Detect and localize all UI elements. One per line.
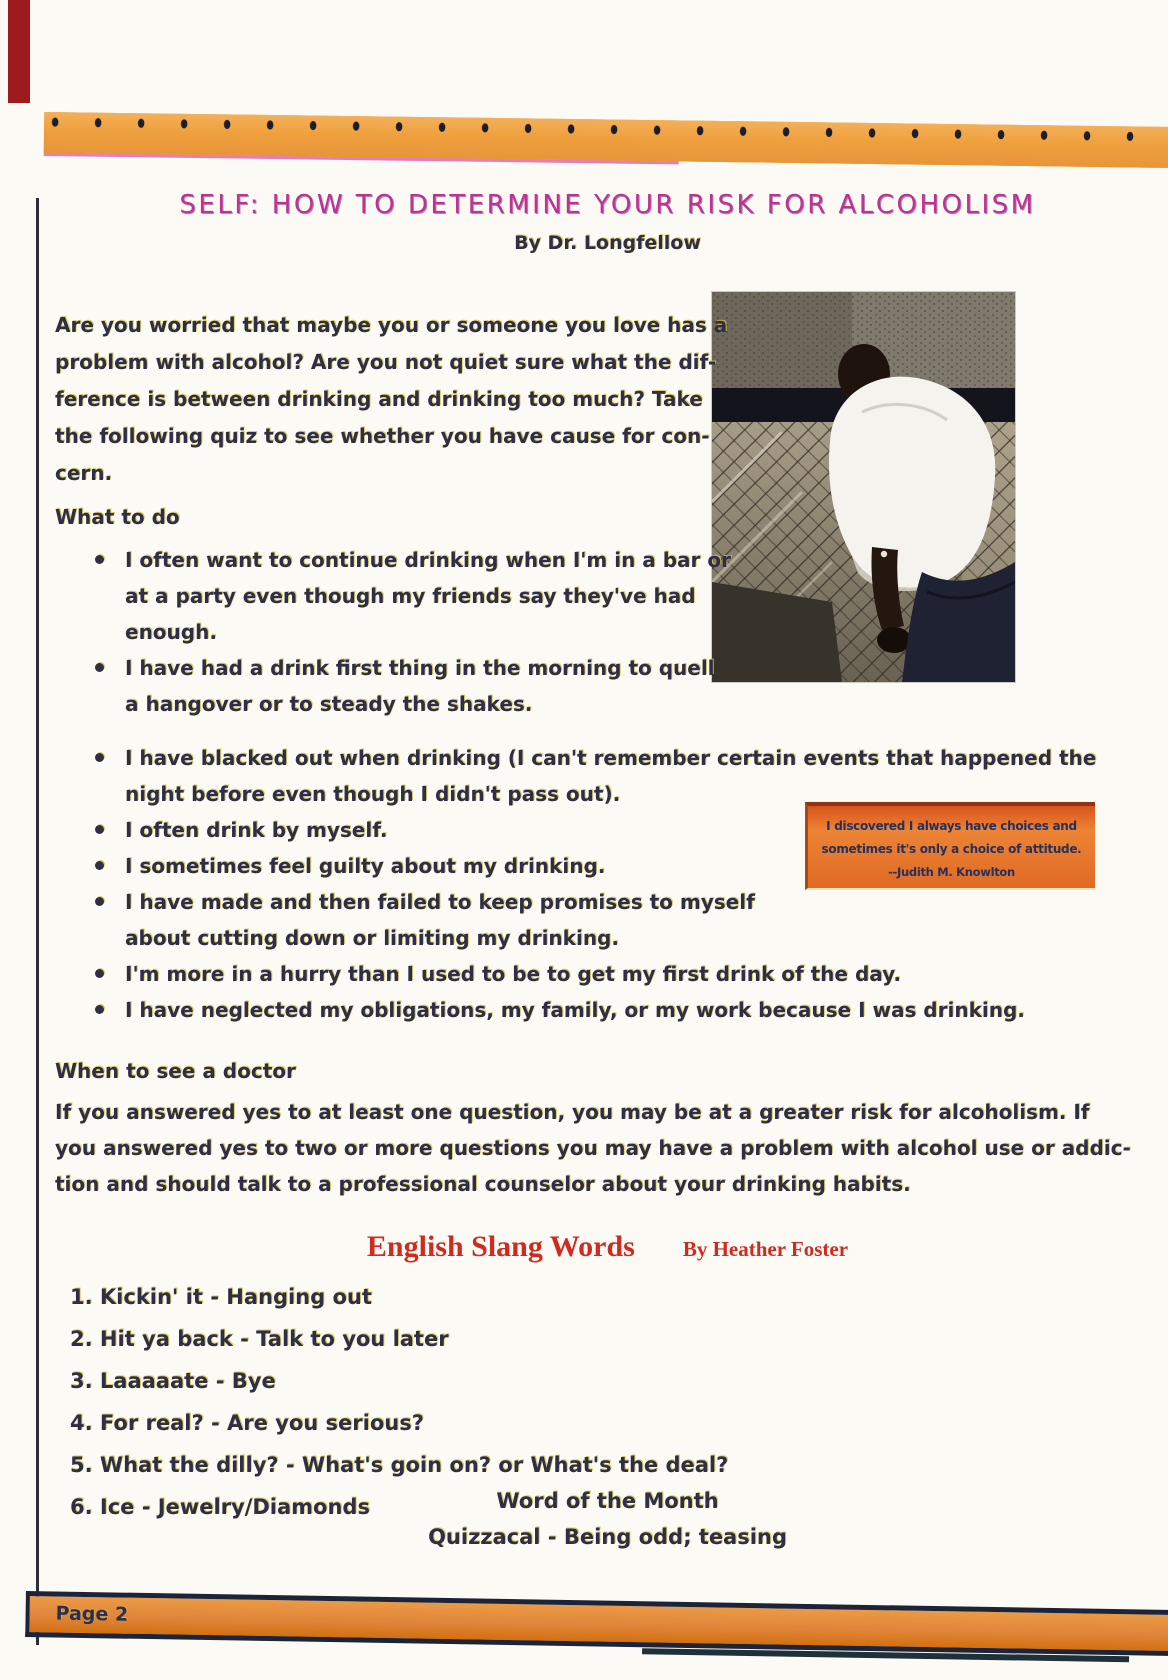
slang-item: 5. What the dilly? - What's goin on? or What's the deal? [70,1453,729,1477]
quote-line-2: sometimes it's only a choice of attitude. [821,842,1082,856]
bullet-icon [95,753,104,762]
quiz-item-text [125,956,1160,992]
word-of-the-month-entry: Quizzacal - Being odd; teasing [428,1525,787,1549]
text-line: tion and should talk to a professional counselor about your drinking habits. [55,1172,911,1196]
bullet-icon [95,897,104,906]
text-line: enough. [125,620,217,644]
bullet-icon [95,555,104,564]
quiz-item-text [125,542,1160,650]
intro-paragraph [55,307,1160,492]
bullet-icon [95,1005,104,1014]
text-line: I often drink by myself. [125,818,388,842]
quiz-item-text [125,812,1160,848]
footer-bar [25,1591,1168,1656]
text-line: I have blacked out when drinking (I can't remember certain events that happened the [125,746,1097,770]
text-line: about cutting down or limiting my drinking. [125,926,619,950]
binding-holes-icon [46,114,1168,147]
quiz-item [55,812,1160,848]
text-line: I have had a drink first thing in the morning to quell [125,656,715,680]
slang-byline: By Heather Foster [682,1237,849,1261]
text-line: cern. [55,461,113,485]
quiz-item [55,650,1160,722]
quiz-item [55,992,1160,1028]
text-line: ference is between drinking and drinking too much? Take [55,387,703,411]
quote-line-1: I discovered I always have choices and [826,819,1077,833]
text-line: I often want to continue drinking when I'm in a bar or [125,548,731,572]
quiz-item-text [125,884,1160,956]
page-title: SELF: HOW TO DETERMINE YOUR RISK FOR ALCOHOLISM [179,190,1036,220]
page-number-label: Page 2 [55,1602,129,1626]
quiz-item-text [125,848,1160,884]
doctor-paragraph [55,1094,1160,1202]
text-line: you answered yes to two or more questions you may have a problem with alcohol use or addic- [55,1136,1131,1160]
slang-item: 2. Hit ya back - Talk to you later [70,1327,449,1351]
bullet-icon [95,663,104,672]
text-line: Are you worried that maybe you or someone you love has a [55,313,728,337]
quiz-item [55,740,1160,812]
slang-item: 6. Ice - Jewelry/Diamonds [70,1495,370,1519]
text-line: the following quiz to see whether you have cause for con- [55,424,710,448]
binding-strip [44,112,1168,168]
slang-item: 3. Laaaaate - Bye [70,1369,276,1393]
quiz-item-text [125,992,1160,1028]
text-line: I'm more in a hurry than I used to be to get my first drink of the day. [125,962,901,986]
text-line: If you answered yes to at least one question, you may be at a greater risk for alcoholism. If [55,1100,1090,1124]
slang-item: 4. For real? - Are you serious? [70,1411,424,1435]
text-line: problem with alcohol? Are you not quiet sure what the dif- [55,350,717,374]
text-line: I have made and then failed to keep promises to myself [125,890,755,914]
when-to-see-doctor-heading: When to see a doctor [55,1059,296,1083]
quiz-item [55,542,1160,650]
article-content [55,190,1160,1555]
slang-item: 1. Kickin' it - Hanging out [70,1285,372,1309]
bullet-icon [95,825,104,834]
slang-heading-row [55,1230,1160,1264]
quiz-item-text [125,650,1160,722]
word-of-the-month-heading: Word of the Month [496,1489,719,1513]
what-to-do-heading: What to do [55,505,180,529]
bullet-icon [95,861,104,870]
text-line: I sometimes feel guilty about my drinking. [125,854,606,878]
quiz-item [55,884,1160,956]
article-byline: By Dr. Longfellow [514,232,701,254]
bullet-icon [95,969,104,978]
text-line: night before even though I didn't pass out). [125,782,621,806]
quiz-item [55,848,1160,884]
quiz-item-text [125,740,1160,812]
text-line: a hangover or to steady the shakes. [125,692,533,716]
quiz-list [55,542,1160,1028]
left-border-rule [36,198,39,1645]
text-line: I have neglected my obligations, my family, or my work because I was drinking. [125,998,1025,1022]
red-margin-mark [8,0,30,103]
text-line: at a party even though my friends say they've had [125,584,696,608]
quote-attribution: --Judith M. Knowlton [888,865,1015,879]
quiz-item [55,956,1160,992]
slang-heading: English Slang Words [366,1230,635,1263]
